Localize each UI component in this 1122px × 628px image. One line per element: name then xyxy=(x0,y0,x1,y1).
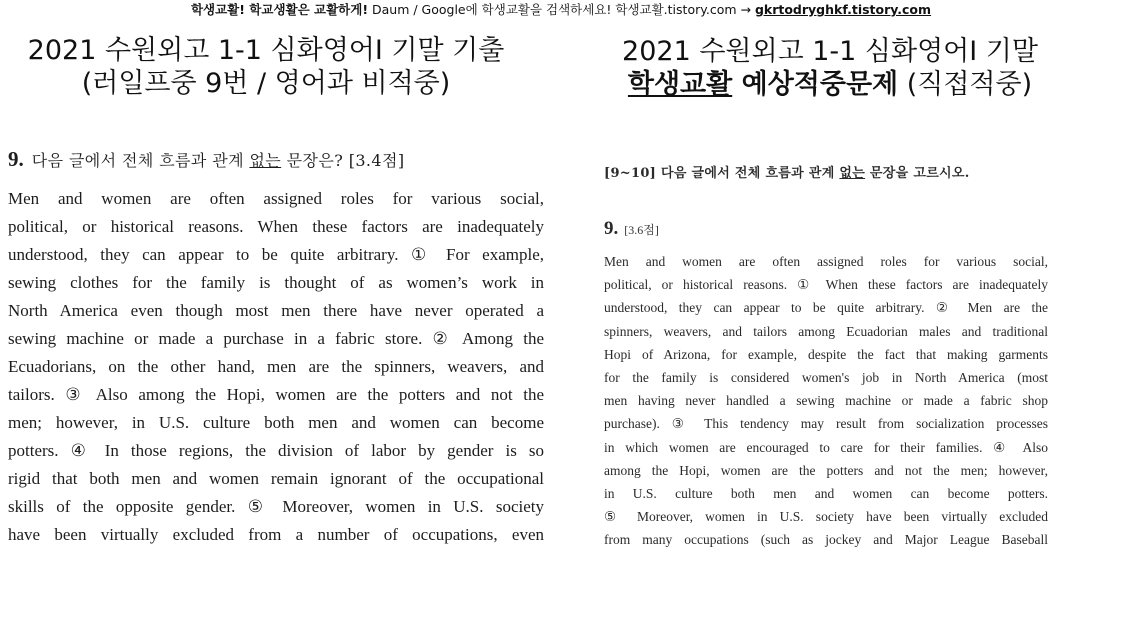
passage-line: Ecuadorians, on the other hand, men are the spinners, weavers, and xyxy=(8,357,544,376)
top-banner xyxy=(0,1,1122,18)
left-title-line1: 2021 수원외고 1-1 심화영어I 기말 기출 xyxy=(27,35,505,66)
right-title-line1: 2021 수원외고 1-1 심화영어I 기말 xyxy=(622,36,1038,67)
right-title-brand: 학생교활 xyxy=(627,69,733,100)
passage-line: purchase). ③ This tendency may result from socialization processes xyxy=(604,416,1048,432)
passage-line: among the Hopi, women are the potters and not the men; however, xyxy=(604,462,1048,478)
left-title xyxy=(0,34,532,100)
right-passage xyxy=(604,250,1048,551)
passage-line: political, or historical reasons. When these factors are inadequately xyxy=(8,217,544,236)
right-instructions: [9~10] 다음 글에서 전체 흐름과 관계 없는 문장을 고르시오. xyxy=(604,166,970,181)
right-title-emphasis: 예상적중문제 xyxy=(732,69,899,100)
passage-line: Men and women are often assigned roles for various social, xyxy=(8,189,544,208)
passage-line: understood, they can appear to be quite arbitrary. ② Men are the xyxy=(604,300,1048,316)
passage-line: have been virtually excluded from a number of occupations, even xyxy=(8,525,544,544)
passage-line: understood, they can appear to be quite arbitrary. ① For example, xyxy=(8,245,544,264)
right-title-line2 xyxy=(560,68,1100,101)
blog-link[interactable]: gkrtodryghkf.tistory.com xyxy=(754,2,932,17)
left-exam-question xyxy=(8,147,544,549)
left-question-header xyxy=(8,147,544,177)
banner-slogan: 학생교활! 학교생활은 교활하게! xyxy=(190,2,369,17)
left-title-line2: (러일프중 9번 / 영어과 비적중) xyxy=(81,68,451,99)
passage-line: Men and women are often assigned roles for various social, xyxy=(604,254,1048,269)
passage-line: political, or historical reasons. ① When these factors are inadequately xyxy=(604,277,1048,293)
left-passage xyxy=(8,185,544,549)
passage-line: for the family is considered women's job in North America (most xyxy=(604,369,1048,385)
passage-line: men having never handled a sewing machine or made a fabric shop xyxy=(604,393,1048,409)
right-question-points: [3.6점] xyxy=(624,223,659,237)
passage-line: sewing machine or made a purchase in a fabric store. ② Among the xyxy=(8,329,544,348)
right-exam-question xyxy=(604,162,1048,551)
right-question-number: 9. xyxy=(604,218,619,239)
passage-line: rigid that both men and women remain ignorant of the occupational xyxy=(8,469,544,488)
passage-line: tailors. ③ Also among the Hopi, women are the potters and not the xyxy=(8,385,544,404)
passage-line: potters. ④ In those regions, the division of labor by gender is so xyxy=(8,441,544,460)
passage-line: skills of the opposite gender. ⑤ Moreover, women in U.S. society xyxy=(8,497,544,516)
passage-line: North America even though most men there have never operated a xyxy=(8,301,544,320)
passage-line: spinners, weavers, and tailors among Ecuadorian males and traditional xyxy=(604,323,1048,339)
passage-line: in which women are encouraged to care for their families. ④ Also xyxy=(604,439,1048,455)
passage-line: sewing clothes for the family is thought of as women’s work in xyxy=(8,273,544,292)
passage-line: ⑤ Moreover, women in U.S. society have been virtually excluded xyxy=(604,509,1048,525)
right-question-header xyxy=(604,218,1048,240)
passage-line: in U.S. culture both men and women can become potters. xyxy=(604,485,1048,501)
right-title-tail: (직접적중) xyxy=(898,69,1033,100)
passage-line: Hopi of Arizona, for example, despite the fact that making garments xyxy=(604,346,1048,362)
right-title xyxy=(560,35,1100,101)
left-question-number: 9. xyxy=(8,147,24,171)
left-question-prompt: 다음 글에서 전체 흐름과 관계 없는 문장은? [3.4점] xyxy=(31,151,405,170)
banner-text: Daum / Google에 학생교활을 검색하세요! 학생교활.tistory.com → xyxy=(368,2,755,17)
passage-line: men; however, in U.S. culture both men and women can become xyxy=(8,413,544,432)
passage-line: from many occupations (such as jockey and Major League Baseball xyxy=(604,532,1048,548)
